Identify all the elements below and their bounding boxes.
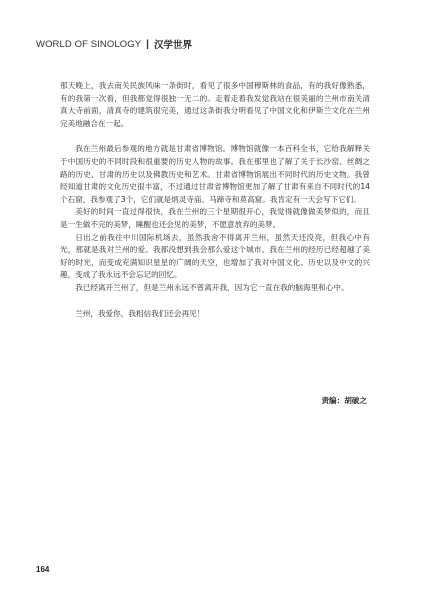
paragraph-gap	[60, 295, 370, 308]
article-body	[60, 80, 370, 320]
page-number: 164	[36, 565, 50, 574]
header-title-zh: 汉学世界	[153, 40, 192, 51]
page-header	[36, 38, 192, 50]
paragraph-5: 我已经离开兰州了，但是兰州永远不曾离开我，因为它一直在我的脑海里和心中。	[75, 282, 349, 292]
paragraph-gap	[60, 130, 370, 143]
header-separator: |	[146, 38, 149, 50]
paragraph-4: 日出之前我往中川国际机场去，虽然我舍不得离开兰州，虽然天还没亮，但我心中有光，那就是我对兰州的爱。我都没想到我会那么爱这个城市。我在兰州的经历已经超越了美好的时光，而变成充满知识星星的广阔的天空，也增加了我对中国文化、历史以及中文的兴趣，变成了我永远不会忘记的回忆。	[60, 232, 370, 280]
editor-credit: 责编：胡破之	[321, 396, 367, 405]
header-title-en: WORLD OF SINOLOGY	[36, 38, 142, 50]
paragraph-1: 那天晚上，我去南关民族风味一条街时，看见了很多中国穆斯林的食品，有的我好像熟悉，有的我第一次看，但我都觉得很独一无二的。走着走着我发觉我站在很美丽的兰州市南关清真大寺前面，清真寺的建筑很完美，通过这条街我分明看见了中国文化和伊斯兰文化在兰州完美地融合在一起。	[60, 81, 370, 128]
paragraph-2: 我在兰州最后参观的地方就是甘肃省博物馆。博物馆就像一本百科全书，它给我解释关于中国历史的不同时段和很重要的历史人物的故事。我在那里也了解了关于长沙窑、丝绸之路的历史、甘肃的历史以及佛教历史和艺术。甘肃省博物馆展出不同时代的历史文物。我曾经知道甘肃的文化历史很丰富，不过通过甘肃省博物馆更加了解了甘肃有来自不同时代的14个石窟，我参观了3个，它们就是炳灵寺庙、马蹄寺和莫高窟。我肯定有一天会写下它们。	[60, 144, 370, 204]
signoff: 兰州，我爱你，我相信我们还会再见！	[75, 308, 205, 318]
paragraph-3: 美好的时间一直过得很快，我在兰州的三个星期很开心，我觉得就像做美梦似的，而且是一生做不完的美梦，睡醒也还会见的美梦，不愿意放弃的美梦。	[60, 207, 370, 229]
